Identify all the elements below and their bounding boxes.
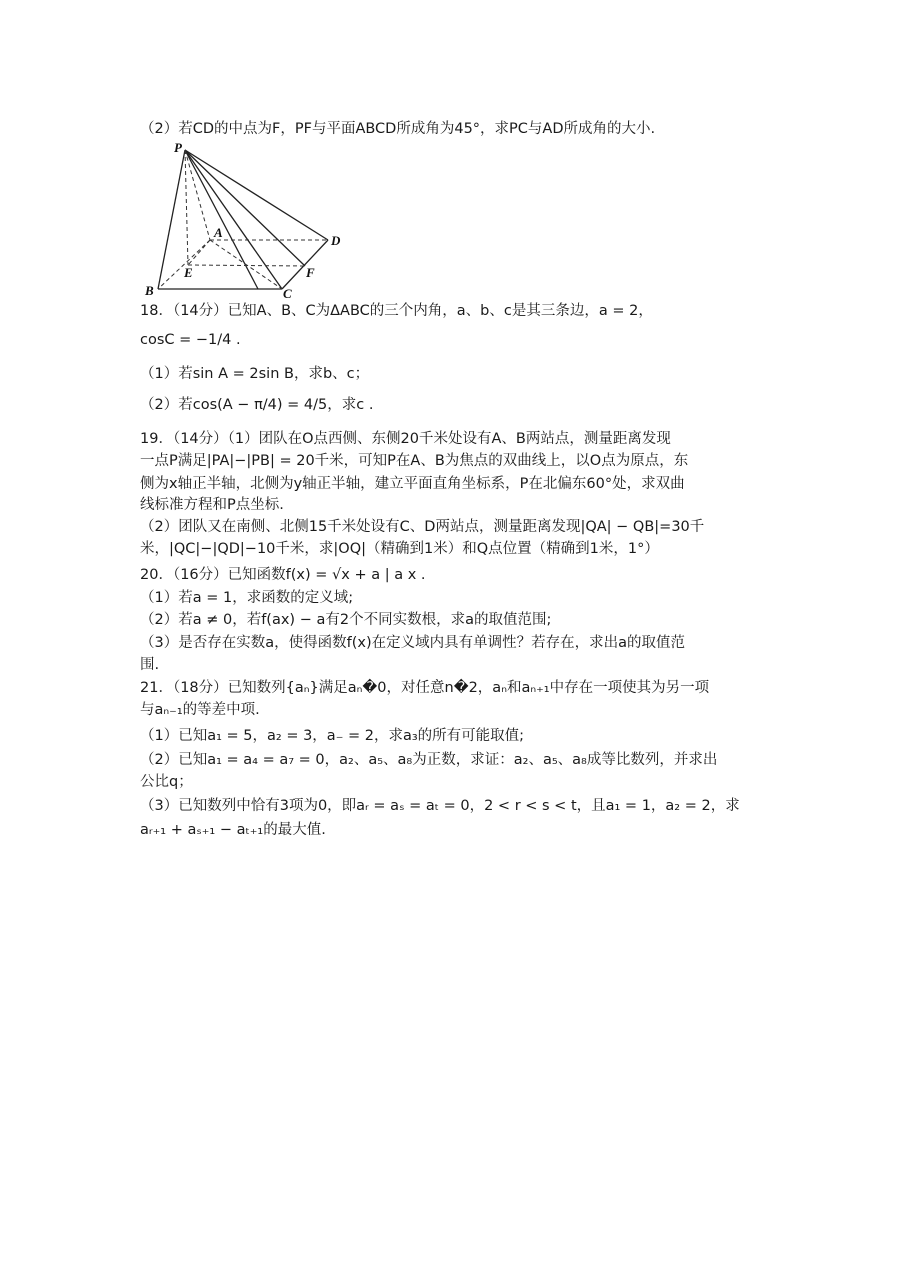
edge-PF — [185, 150, 305, 266]
label-C: C — [283, 286, 292, 300]
edge-CD — [282, 240, 328, 289]
line-20: （2）已知a₁ = a₄ = a₇ = 0，a₂、a₅、a₈为正数，求证：a₂、a₅、a₈成等比数列，并求出 — [140, 752, 718, 768]
line-13: （1）若a = 1，求函数的定义域; — [140, 590, 354, 606]
line-23: aᵣ₊₁ + aₛ₊₁ − aₜ₊₁的最大值. — [140, 822, 326, 838]
line-12: 20．（16分）已知函数f(x) = √x + a | a x . — [140, 567, 426, 583]
line-10: （2）团队又在南侧、北侧15千米处设有C、D两站点，测量距离发现|QA| − QB|=30千 — [140, 519, 705, 535]
line-1: （2）若CD的中点为F，PF与平面ABCD所成角为45°，求PC与AD所成角的大小. — [140, 121, 656, 137]
edge-PE — [185, 150, 188, 265]
edge-PC — [185, 150, 282, 289]
line-21: 公比q； — [140, 774, 193, 790]
label-A: A — [214, 225, 223, 240]
line-18: 与aₙ₋₁的等差中项. — [140, 702, 260, 718]
edge-PB — [158, 150, 185, 289]
label-B: B — [145, 283, 154, 298]
line-11: 米，|QC|−|QD|−10千米，求|OQ|（精确到1米）和Q点位置（精确到1米，1°） — [140, 541, 659, 557]
line-3: cosC = −1/4 . — [140, 332, 241, 348]
line-7: 一点P满足|PA|−|PB| = 20千米，可知P在A、B为焦点的双曲线上，以O点为原点，东 — [140, 453, 689, 469]
label-F: F — [306, 265, 315, 280]
line-4: （1）若sin A = 2sin B，求b、c； — [140, 366, 370, 382]
edge-AC — [210, 240, 282, 289]
line-2: 18．（14分）已知A、B、C为ΔABC的三个内角，a、b、c是其三条边，a = 2， — [140, 303, 653, 319]
line-22: （3）已知数列中恰有3项为0，即aᵣ = aₛ = aₜ = 0，2 < r < s < t，且a₁ = 1，a₂ = 2，求 — [140, 798, 740, 814]
line-5: （2）若cos(A − π/4) = 4/5，求c . — [140, 397, 374, 413]
line-9: 线标准方程和P点坐标. — [140, 497, 284, 513]
line-17: 21．（18分）已知数列{aₙ}满足aₙ�0，对任意n�2，aₙ和aₙ₊₁中存在一项使其为另一项 — [140, 680, 710, 696]
line-8: 侧为x轴正半轴，北侧为y轴正半轴，建立平面直角坐标系，P在北偏东60°处，求双曲 — [140, 476, 685, 492]
edge-AE — [188, 240, 210, 265]
edge-PE-extra — [185, 150, 258, 289]
label-D: D — [331, 233, 341, 248]
pyramid-figure — [140, 140, 360, 300]
line-16: 围. — [140, 657, 160, 673]
line-14: （2）若a ≠ 0，若f(ax) − a有2个不同实数根，求a的取值范围; — [140, 612, 552, 628]
label-P: P — [174, 140, 182, 155]
line-6: 19．（14分）（1）团队在O点西侧、东侧20千米处设有A、B两站点，测量距离发现 — [140, 431, 671, 447]
label-E: E — [184, 265, 193, 280]
line-19: （1）已知a₁ = 5，a₂ = 3，a₋ = 2，求a₃的所有可能取值; — [140, 728, 525, 744]
line-15: （3）是否存在实数a，使得函数f(x)在定义域内具有单调性？若存在，求出a的取值范 — [140, 635, 685, 651]
